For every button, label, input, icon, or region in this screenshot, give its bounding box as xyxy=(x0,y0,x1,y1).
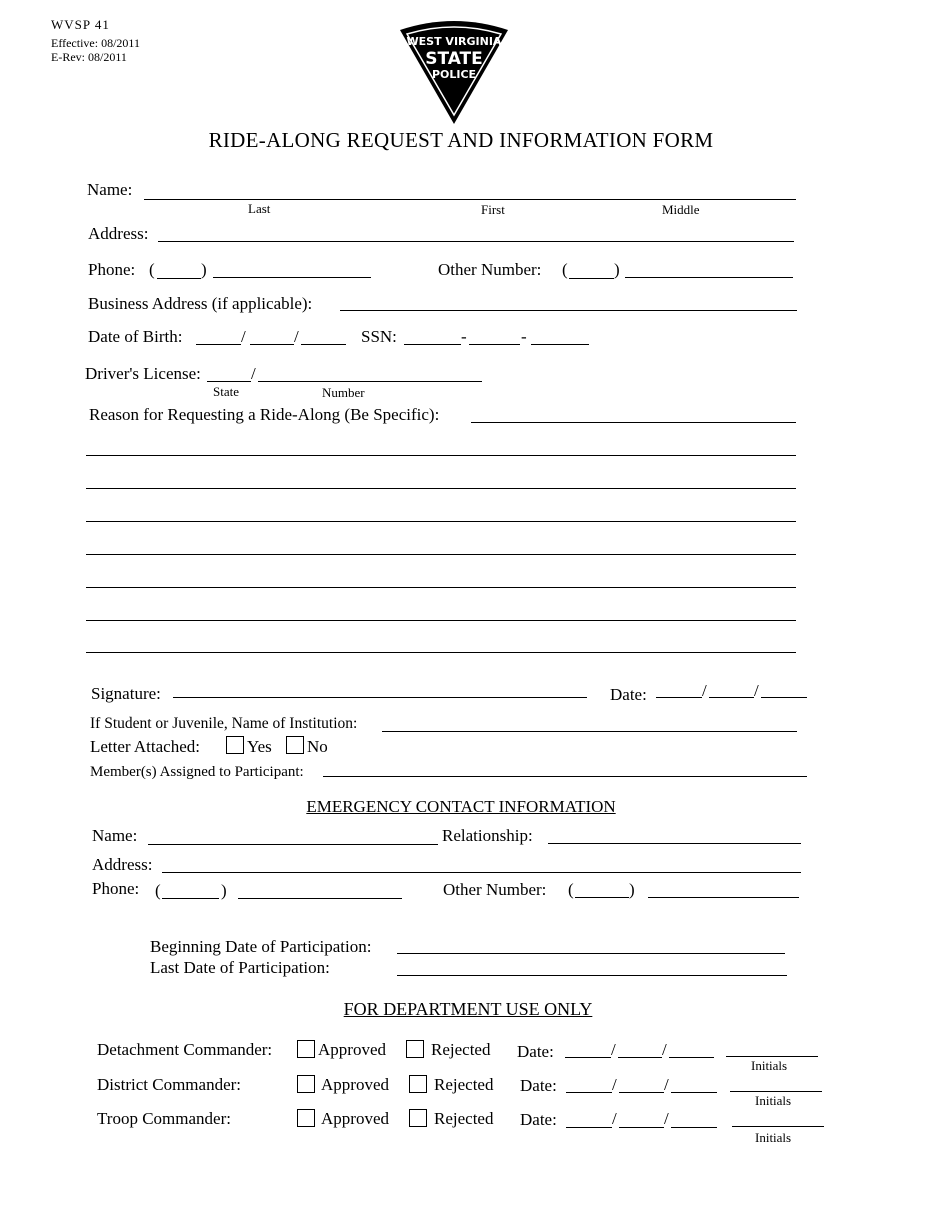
signature-label: Signature: xyxy=(91,684,161,703)
district-initials-caption: Initials xyxy=(755,1093,792,1108)
members-assigned-label: Member(s) Assigned to Participant: xyxy=(90,764,304,780)
detachment-initials-field[interactable] xyxy=(726,1056,818,1057)
middle-caption: Middle xyxy=(662,202,700,217)
address-field[interactable] xyxy=(158,241,794,242)
detachment-date-month[interactable] xyxy=(565,1057,611,1058)
ssn-label: SSN: xyxy=(361,327,397,346)
logo-text-1: WEST VIRGINIA xyxy=(406,35,502,48)
business-address-label: Business Address (if applicable): xyxy=(88,294,313,313)
phone-area-field[interactable] xyxy=(157,278,201,279)
emergency-other-open: ( xyxy=(568,880,574,899)
district-rejected-checkbox[interactable] xyxy=(409,1075,427,1093)
troop-approved-label: Approved xyxy=(321,1109,389,1128)
form-number: WVSP 41 xyxy=(51,17,110,32)
drivers-license-label: Driver's License: xyxy=(85,364,201,383)
business-address-field[interactable] xyxy=(340,310,797,311)
district-initials-field[interactable] xyxy=(730,1091,822,1092)
dob-label: Date of Birth: xyxy=(88,327,183,346)
phone-label: Phone: xyxy=(88,260,136,279)
letter-yes-checkbox[interactable] xyxy=(226,736,244,754)
phone-area-open: ( xyxy=(149,260,155,279)
district-date-label: Date: xyxy=(520,1076,557,1095)
sign-date-day[interactable] xyxy=(709,697,754,698)
number-caption: Number xyxy=(322,385,365,400)
troop-slash-2: / xyxy=(664,1109,669,1128)
dl-slash: / xyxy=(251,364,256,383)
ssn-dash-2: - xyxy=(521,327,527,346)
district-commander-label: District Commander: xyxy=(97,1075,242,1094)
troop-initials-field[interactable] xyxy=(732,1126,824,1127)
district-slash-2: / xyxy=(664,1075,669,1094)
reason-line-7[interactable] xyxy=(86,652,796,653)
address-label: Address: xyxy=(88,224,149,243)
dob-month-field[interactable] xyxy=(196,344,241,345)
detachment-rejected-checkbox[interactable] xyxy=(406,1040,424,1058)
district-rejected-label: Rejected xyxy=(434,1075,494,1094)
district-slash-1: / xyxy=(612,1075,617,1094)
other-area-field[interactable] xyxy=(569,278,614,279)
ssn-dash-1: - xyxy=(461,327,467,346)
emergency-heading: EMERGENCY CONTACT INFORMATION xyxy=(306,797,616,816)
district-date-day[interactable] xyxy=(619,1092,664,1093)
dob-year-field[interactable] xyxy=(301,344,346,345)
emergency-phone-label: Phone: xyxy=(92,879,140,898)
ssn-part2-field[interactable] xyxy=(469,344,520,345)
reason-line-4[interactable] xyxy=(86,554,796,555)
emergency-other-close: ) xyxy=(629,880,635,899)
reason-line-0[interactable] xyxy=(471,422,796,423)
reason-line-2[interactable] xyxy=(86,488,796,489)
other-area-open: ( xyxy=(562,260,568,279)
detachment-initials-caption: Initials xyxy=(751,1058,788,1073)
other-number-field[interactable] xyxy=(625,277,793,278)
phone-area-close: ) xyxy=(201,260,207,279)
last-date-field[interactable] xyxy=(397,975,787,976)
reason-line-3[interactable] xyxy=(86,521,796,522)
letter-no-checkbox[interactable] xyxy=(286,736,304,754)
last-date-label: Last Date of Participation: xyxy=(150,958,330,977)
first-caption: First xyxy=(481,202,505,217)
detachment-date-label: Date: xyxy=(517,1042,554,1061)
emergency-phone-field[interactable] xyxy=(238,898,402,899)
dob-day-field[interactable] xyxy=(250,344,294,345)
sign-date-month[interactable] xyxy=(656,697,702,698)
detachment-slash-2: / xyxy=(662,1040,667,1059)
sign-date-year[interactable] xyxy=(761,697,807,698)
begin-date-field[interactable] xyxy=(397,953,785,954)
department-heading: FOR DEPARTMENT USE ONLY xyxy=(343,999,593,1019)
troop-commander-label: Troop Commander: xyxy=(97,1109,231,1128)
name-label: Name: xyxy=(87,180,133,199)
district-approved-checkbox[interactable] xyxy=(297,1075,315,1093)
emergency-address-label: Address: xyxy=(92,855,153,874)
emergency-other-label: Other Number: xyxy=(443,880,547,899)
detachment-date-day[interactable] xyxy=(618,1057,662,1058)
emergency-name-label: Name: xyxy=(92,826,138,845)
detachment-commander-label: Detachment Commander: xyxy=(97,1040,273,1059)
logo-text-2: STATE xyxy=(425,49,483,69)
relationship-label: Relationship: xyxy=(442,826,533,845)
troop-date-year[interactable] xyxy=(671,1127,717,1128)
name-field[interactable] xyxy=(144,199,796,200)
emergency-other-area-field[interactable] xyxy=(575,897,629,898)
sign-date-slash-1: / xyxy=(702,681,707,700)
institution-field[interactable] xyxy=(382,731,797,732)
logo-text-3: POLICE xyxy=(431,68,477,81)
phone-number-field[interactable] xyxy=(213,277,371,278)
emergency-address-field[interactable] xyxy=(162,872,801,873)
troop-approved-checkbox[interactable] xyxy=(297,1109,315,1127)
troop-rejected-checkbox[interactable] xyxy=(409,1109,427,1127)
detachment-slash-1: / xyxy=(611,1040,616,1059)
troop-date-label: Date: xyxy=(520,1110,557,1129)
date-label: Date: xyxy=(610,685,647,704)
detachment-date-year[interactable] xyxy=(669,1057,714,1058)
reason-line-5[interactable] xyxy=(86,587,796,588)
troop-date-month[interactable] xyxy=(566,1127,612,1128)
relationship-field[interactable] xyxy=(548,843,801,844)
emergency-area-close: ) xyxy=(221,881,227,900)
members-assigned-field[interactable] xyxy=(323,776,807,777)
reason-line-6[interactable] xyxy=(86,620,796,621)
no-label: No xyxy=(307,737,328,756)
detachment-approved-label: Approved xyxy=(318,1040,386,1059)
detachment-rejected-label: Rejected xyxy=(431,1040,491,1059)
district-date-year[interactable] xyxy=(671,1092,717,1093)
emergency-other-number-field[interactable] xyxy=(648,897,799,898)
dl-number-field[interactable] xyxy=(258,381,482,382)
troop-slash-1: / xyxy=(612,1109,617,1128)
reason-label: Reason for Requesting a Ride-Along (Be Specific): xyxy=(89,405,440,424)
dl-state-field[interactable] xyxy=(207,381,251,382)
signature-field[interactable] xyxy=(173,697,587,698)
sign-date-slash-2: / xyxy=(754,681,759,700)
troop-rejected-label: Rejected xyxy=(434,1109,494,1128)
other-area-close: ) xyxy=(614,260,620,279)
last-caption: Last xyxy=(248,201,271,216)
yes-label: Yes xyxy=(247,737,272,756)
erev-date: E-Rev: 08/2011 xyxy=(51,50,127,64)
letter-attached-label: Letter Attached: xyxy=(90,737,200,756)
emergency-area-open: ( xyxy=(155,881,161,900)
dob-slash-2: / xyxy=(294,327,299,346)
institution-label: If Student or Juvenile, Name of Institution: xyxy=(90,715,358,732)
state-caption: State xyxy=(213,384,239,399)
other-number-label: Other Number: xyxy=(438,260,542,279)
detachment-approved-checkbox[interactable] xyxy=(297,1040,315,1058)
district-approved-label: Approved xyxy=(321,1075,389,1094)
emergency-name-field[interactable] xyxy=(148,844,438,845)
form-title: RIDE-ALONG REQUEST AND INFORMATION FORM xyxy=(208,128,714,152)
begin-date-label: Beginning Date of Participation: xyxy=(150,937,372,956)
effective-date: Effective: 08/2011 xyxy=(51,36,140,50)
ssn-part3-field[interactable] xyxy=(531,344,589,345)
dob-slash-1: / xyxy=(241,327,246,346)
troop-date-day[interactable] xyxy=(619,1127,664,1128)
state-police-logo xyxy=(396,18,512,126)
emergency-area-field[interactable] xyxy=(162,898,219,899)
reason-line-1[interactable] xyxy=(86,455,796,456)
troop-initials-caption: Initials xyxy=(755,1130,792,1145)
district-date-month[interactable] xyxy=(566,1092,612,1093)
ssn-part1-field[interactable] xyxy=(404,344,461,345)
